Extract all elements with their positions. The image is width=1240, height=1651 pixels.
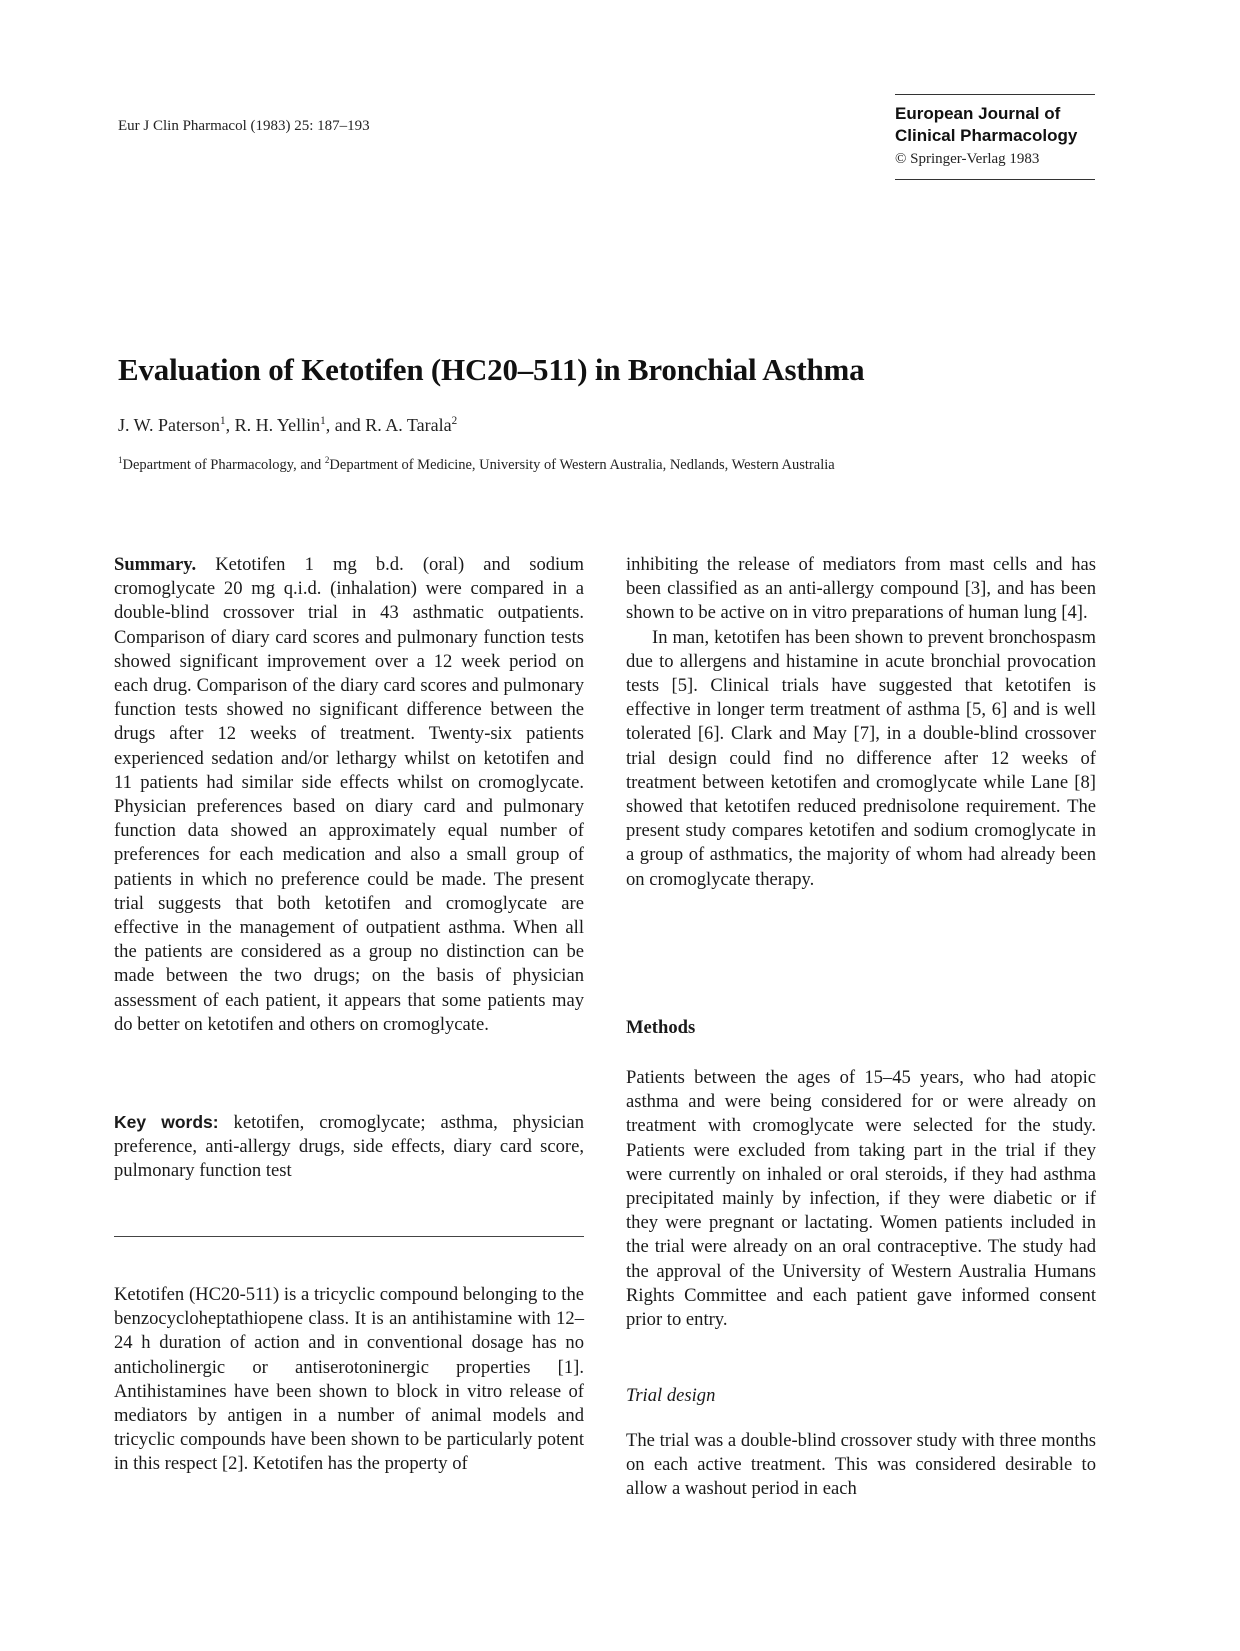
author-affiliation-mark: 1 <box>220 415 226 427</box>
affiliation-text: Department of Medicine, University of Western Australia, Nedlands, Western Australia <box>329 457 835 473</box>
journal-name-line2: Clinical Pharmacology <box>895 126 1078 145</box>
keywords-label: Key words: <box>114 1112 219 1132</box>
journal-name-line1: European Journal of <box>895 104 1061 123</box>
author-separator: , and <box>325 415 366 435</box>
author-name: R. H. Yellin <box>234 415 321 435</box>
masthead-top-rule <box>895 94 1095 95</box>
methods-paragraph <box>626 1066 1096 1332</box>
introduction-continued <box>626 553 1096 892</box>
copyright-notice: © Springer-Verlag 1983 <box>895 151 1040 167</box>
trial-design-text: The trial was a double-blind crossover study with three months on each active treatment. This was considered desirable to allow a washout period in each <box>626 1430 1096 1500</box>
introduction-paragraph <box>114 1283 584 1477</box>
abstract-divider <box>114 1236 584 1237</box>
trial-design-heading: Trial design <box>626 1385 716 1406</box>
author-separator: , <box>225 415 235 435</box>
methods-heading: Methods <box>626 1017 696 1038</box>
author-name: R. A. Tarala <box>365 415 452 435</box>
journal-citation: Eur J Clin Pharmacol (1983) 25: 187–193 <box>118 118 370 134</box>
author-name: J. W. Paterson <box>118 415 221 435</box>
affiliation-mark: 2 <box>324 455 330 466</box>
keywords-block <box>114 1110 584 1184</box>
author-affiliation-mark: 1 <box>320 415 326 427</box>
author-affiliation-mark: 2 <box>451 415 458 427</box>
trial-design-paragraph <box>626 1429 1096 1502</box>
article-title: Evaluation of Ketotifen (HC20–511) in Bronchial Asthma <box>118 352 865 387</box>
affiliation-mark: 1 <box>118 455 123 466</box>
author-affiliations <box>118 457 835 474</box>
author-list <box>118 415 457 436</box>
affiliation-text: Department of Pharmacology, and <box>122 457 325 473</box>
summary-label: Summary. <box>114 554 197 575</box>
methods-text: Patients between the ages of 15–45 years, who had atopic asthma and were being considered for or were already on treatment with cromoglycate were selected for the study. Patients were excluded from taking part in the trial if they were currently on inhaled or oral steroids, if they had asthma precipitated mainly by infection, if they were diabetic or if they were pregnant or lactating. Women patients included in the trial were already on an oral contraceptive. The study had the approval of the University of Western Australia Humans Rights Committee and each patient gave informed consent prior to entry. <box>626 1067 1096 1331</box>
intro-paragraph-2: In man, ketotifen has been shown to prevent bronchospasm due to allergens and histamine in acute bronchial provocation tests [5]. Clinical trials have suggested that ketotifen is effective in longer term treatment of asthma [5, 6] and is well tolerated [6]. Clark and May [7], in a double-blind crossover trial design could find no difference after 12 weeks of treatment between ketotifen and cromoglycate while Lane [8] showed that ketotifen reduced prednisolone requirement. The present study compares ketotifen and sodium cromoglycate in a group of asthmatics, the majority of whom had already been on cromoglycate therapy. <box>626 626 1096 890</box>
journal-masthead <box>895 94 1095 180</box>
intro-continued-text: inhibiting the release of mediators from mast cells and has been classified as an anti-allergy compound [3], and has been shown to be active on in vitro preparations of human lung [4]. <box>626 554 1096 624</box>
abstract-summary <box>114 553 584 1037</box>
masthead-bottom-rule <box>895 179 1095 180</box>
summary-text: Ketotifen 1 mg b.d. (oral) and sodium cromoglycate 20 mg q.i.d. (inhalation) were compared in a double-blind crossover trial in 43 asthmatic outpatients. Comparison of diary card scores and pulmonary function tests showed significant improvement over a 12 week period on each drug. Comparison of the diary card scores and pulmonary function tests showed no significant difference between the drugs after 12 weeks of treatment. Twenty-six patients experienced sedation and/or lethargy whilst on ketotifen and 11 patients had similar side effects whilst on cromoglycate. Physician preferences based on diary card and pulmonary function data showed an approximately equal number of preferences for each medication and also a small group of patients in which no preference could be made. The present trial suggests that both ketotifen and cromoglycate are effective in the management of outpatient asthma. When all the patients are considered as a group no distinction can be made between the two drugs; on the basis of physician assessment of each patient, it appears that some patients may do better on ketotifen and others on cromoglycate. <box>114 554 584 1035</box>
keywords-text: ketotifen, cromoglycate; asthma, physician preference, anti-allergy drugs, side effects, diary card score, pulmonary function test <box>114 1112 584 1182</box>
intro-text: Ketotifen (HC20-511) is a tricyclic compound belonging to the benzocycloheptathiopene class. It is an antihistamine with 12–24 h duration of action and in conventional dosage has no anticholinergic or antiserotoninergic properties [1]. Antihistamines have been shown to block in vitro release of mediators by antigen in a number of animal models and tricyclic compounds have been shown to be particularly potent in this respect [2]. Ketotifen has the property of <box>114 1284 584 1475</box>
